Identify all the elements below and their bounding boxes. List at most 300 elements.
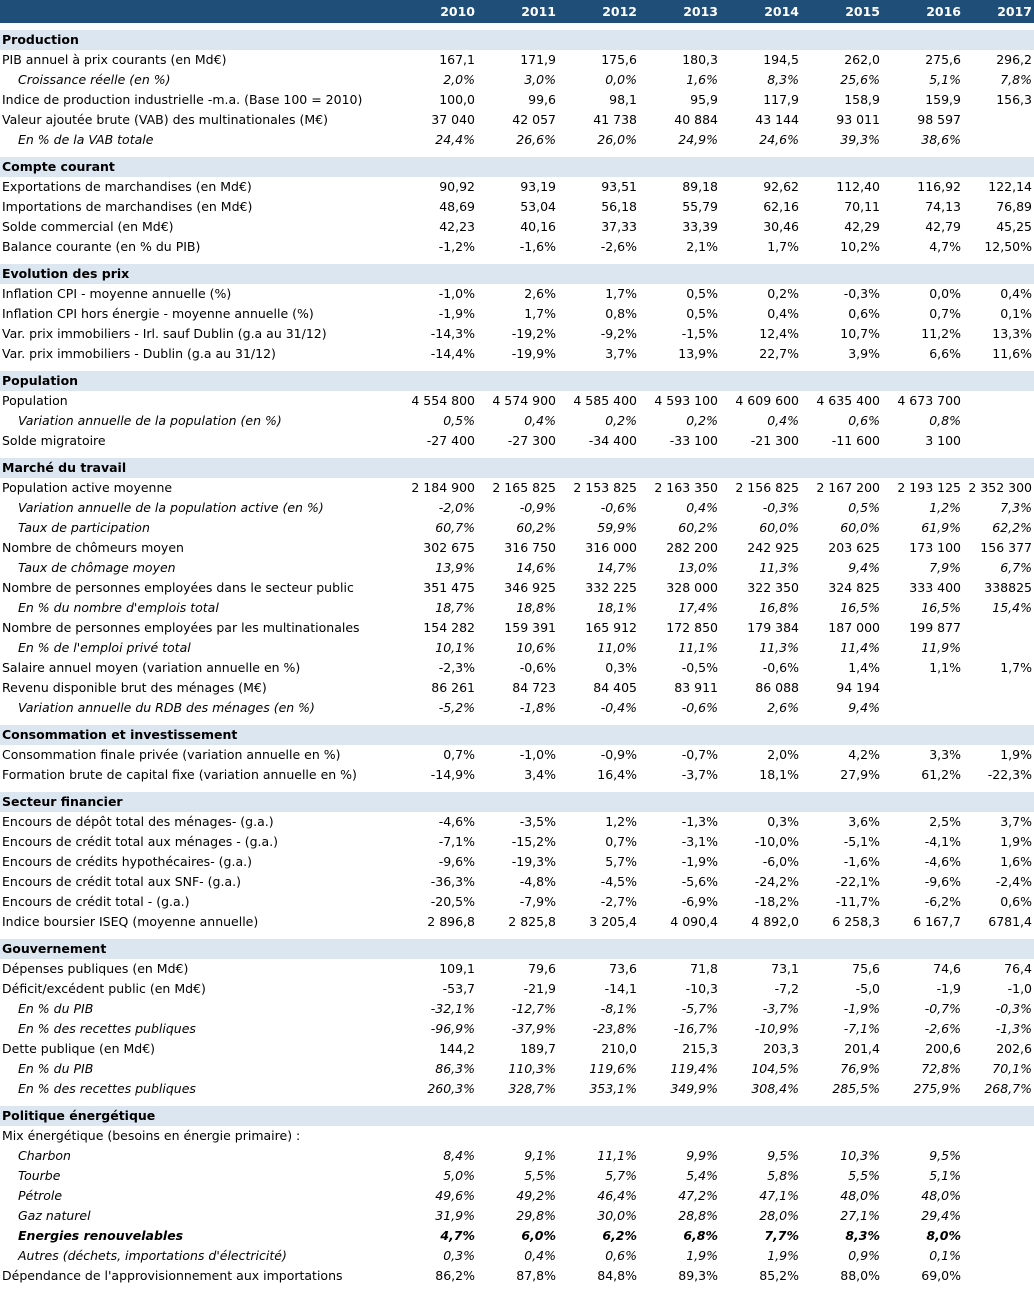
value-cell [963,1266,1034,1286]
value-cell: 94 194 [836,680,880,695]
value-cell: 110,3% [508,1061,556,1076]
value-cell: 31,9% [435,1208,475,1223]
table-row [0,1206,1034,1226]
section-fill-cell [882,30,963,50]
value-cell: 1,7% [524,306,556,321]
table-row [0,1266,1034,1286]
value-cell: 38,6% [921,132,961,147]
section-fill-cell [396,264,477,284]
value-cell: -14,4% [430,346,475,361]
value-cell: 76,9% [840,1061,880,1076]
row-label: En % des recettes publiques [18,1021,196,1036]
value-cell: 0,4% [767,306,799,321]
row-label: En % du PIB [18,1061,94,1076]
value-cell: 11,9% [921,640,961,655]
value-cell: 16,4% [597,767,637,782]
value-cell: 1,2% [605,814,637,829]
section-fill-cell [477,264,558,284]
value-cell: 4 892,0 [751,914,799,929]
section-fill-cell [882,371,963,391]
value-cell: 8,4% [443,1148,475,1163]
value-cell: 15,4% [992,600,1032,615]
value-cell [882,698,963,718]
value-cell: 60,0% [759,520,799,535]
value-cell: 60,2% [516,520,556,535]
value-cell: 22,7% [759,346,799,361]
value-cell: 1,9% [686,1248,718,1263]
value-cell: 2 165 825 [492,480,556,495]
section-fill-cell [882,792,963,812]
value-cell: 1,9% [1000,747,1032,762]
value-cell [639,1126,720,1146]
value-cell: 7,7% [764,1228,799,1243]
value-cell: 9,4% [848,560,880,575]
row-label: Nombre de personnes employées par les multinationales [2,620,360,635]
section-title: Population [0,371,396,391]
value-cell: 11,3% [759,640,799,655]
value-cell: -0,3% [995,1001,1032,1016]
section-fill-cell [801,371,882,391]
value-cell: 7,8% [1000,72,1032,87]
section-fill-cell [396,792,477,812]
value-cell: 109,1 [439,961,475,976]
row-label: Nombre de chômeurs moyen [2,540,184,555]
value-cell: 29,4% [921,1208,961,1223]
value-cell: -14,3% [430,326,475,341]
value-cell: 9,9% [686,1148,718,1163]
value-cell: -8,1% [600,1001,637,1016]
value-cell: 1,1% [929,660,961,675]
row-label: Mix énergétique (besoins en énergie primaire) : [2,1128,301,1143]
value-cell: 27,1% [840,1208,880,1223]
value-cell: -21,9 [523,981,556,996]
value-cell: -2,3% [438,660,475,675]
value-cell: 9,5% [929,1148,961,1163]
value-cell: -1,9 [936,981,961,996]
value-cell: -7,9% [519,894,556,909]
value-cell: -2,7% [600,894,637,909]
row-label: Balance courante (en % du PIB) [2,239,201,254]
table-row [0,197,1034,217]
row-label: Dépenses publiques (en Md€) [2,961,189,976]
value-cell: -36,3% [430,874,475,889]
value-cell: 30,46 [763,219,799,234]
value-cell: 0,2% [767,286,799,301]
value-cell [963,618,1034,638]
row-label: Variation annuelle du RDB des ménages (en %) [18,700,315,715]
table-row [0,1146,1034,1166]
table-row [0,979,1034,999]
value-cell: -2,6% [924,1021,961,1036]
value-cell: 6 258,3 [832,914,880,929]
value-cell: -1,3% [681,814,718,829]
value-cell: 4 635 400 [816,393,880,408]
table-row [0,745,1034,765]
value-cell: 84 405 [593,680,637,695]
value-cell: 12,4% [759,326,799,341]
value-cell: -7,2 [774,981,799,996]
value-cell [477,1126,558,1146]
section-fill-cell [720,939,801,959]
section-fill-cell [396,458,477,478]
value-cell: 119,6% [589,1061,637,1076]
section-fill-cell [720,30,801,50]
row-label: Valeur ajoutée brute (VAB) des multinationales (M€) [2,112,328,127]
section-spacer [0,932,1034,939]
value-cell: 338825 [984,580,1032,595]
year-header: 2016 [882,0,963,23]
value-cell: 9,1% [524,1148,556,1163]
value-cell: -15,2% [511,834,556,849]
value-cell [963,678,1034,698]
row-label: Indice boursier ISEQ (moyenne annuelle) [2,914,259,929]
value-cell: 1,9% [767,1248,799,1263]
value-cell: 3 100 [925,433,961,448]
value-cell: 332 225 [585,580,637,595]
value-cell: 0,1% [929,1248,961,1263]
value-cell: 203 625 [828,540,880,555]
value-cell: -21 300 [750,433,799,448]
value-cell: 1,7% [605,286,637,301]
year-header: 2012 [558,0,639,23]
table-row [0,678,1034,698]
row-label: Déficit/excédent public (en Md€) [2,981,206,996]
year-header: 2015 [801,0,882,23]
year-header: 2017 [963,0,1034,23]
table-row [0,912,1034,932]
value-cell: 154 282 [423,620,475,635]
value-cell [963,411,1034,431]
value-cell: 3,9% [848,346,880,361]
value-cell: 8,3% [767,72,799,87]
value-cell: -1,0% [438,286,475,301]
row-label: Encours de dépôt total des ménages- (g.a.) [2,814,274,829]
value-cell: 158,9 [844,92,880,107]
section-fill-cell [720,1106,801,1126]
value-cell: 28,0% [759,1208,799,1223]
value-cell: -0,6% [600,500,637,515]
section-header [0,371,1034,391]
section-fill-cell [558,939,639,959]
row-label: Taux de chômage moyen [18,560,176,575]
value-cell: 0,3% [605,660,637,675]
table-row [0,478,1034,498]
table-row [0,698,1034,718]
value-cell: -22,1% [835,874,880,889]
value-cell: 71,8 [690,961,718,976]
value-cell: 0,6% [1000,894,1032,909]
row-label: Exportations de marchandises (en Md€) [2,179,252,194]
value-cell: 156,3 [996,92,1032,107]
spacer-cell [0,1099,1034,1106]
value-cell: 1,4% [848,660,880,675]
value-cell: 24,9% [678,132,718,147]
table-row [0,324,1034,344]
table-row [0,177,1034,197]
row-label: Nombre de personnes employées dans le secteur public [2,580,354,595]
value-cell: 62,2% [992,520,1032,535]
section-fill-cell [639,939,720,959]
section-header [0,458,1034,478]
value-cell: -1,0% [519,747,556,762]
value-cell: 0,4% [524,413,556,428]
value-cell: 0,5% [443,413,475,428]
value-cell: 60,7% [435,520,475,535]
value-cell: 28,8% [678,1208,718,1223]
value-cell: 0,4% [686,500,718,515]
value-cell: 308,4% [751,1081,799,1096]
value-cell: -0,6% [519,660,556,675]
table-row [0,538,1034,558]
value-cell: 37 040 [431,112,475,127]
value-cell: 62,16 [763,199,799,214]
value-cell: 144,2 [439,1041,475,1056]
value-cell [963,391,1034,411]
value-cell: 0,2% [605,413,637,428]
value-cell [396,1126,477,1146]
value-cell: 84 723 [512,680,556,695]
row-label: Dette publique (en Md€) [2,1041,156,1056]
value-cell: -3,1% [681,834,718,849]
value-cell: 6,8% [683,1228,718,1243]
value-cell: 56,18 [601,199,637,214]
value-cell: -5,2% [438,700,475,715]
section-fill-cell [477,458,558,478]
value-cell: 24,6% [759,132,799,147]
section-fill-cell [477,157,558,177]
value-cell: -0,7% [924,1001,961,1016]
value-cell: 49,2% [516,1188,556,1203]
value-cell: -3,7% [762,1001,799,1016]
value-cell: 275,6 [925,52,961,67]
section-fill-cell [639,458,720,478]
value-cell: 42,23 [439,219,475,234]
section-fill-cell [396,725,477,745]
section-fill-cell [882,264,963,284]
value-cell: 202,6 [996,1041,1032,1056]
table-row [0,1039,1034,1059]
row-label: Population [2,393,68,408]
row-label: PIB annuel à prix courants (en Md€) [2,52,227,67]
value-cell: 24,4% [435,132,475,147]
spacer-cell [0,932,1034,939]
row-label: Encours de crédit total - (g.a.) [2,894,190,909]
value-cell: -1,0 [1007,981,1032,996]
value-cell: 0,3% [767,814,799,829]
value-cell: -37,9% [511,1021,556,1036]
row-label: Salaire annuel moyen (variation annuelle en %) [2,660,301,675]
row-label: Dépendance de l'approvisionnement aux importations [2,1268,343,1283]
value-cell: 2 352 300 [968,480,1032,495]
value-cell: 18,1% [597,600,637,615]
row-label: En % du nombre d'emplois total [18,600,219,615]
value-cell: -0,4% [600,700,637,715]
year-header-row [0,0,1034,23]
value-cell: 98 597 [917,112,961,127]
value-cell [963,1206,1034,1226]
table-row [0,217,1034,237]
value-cell: -0,9% [600,747,637,762]
table-row [0,852,1034,872]
value-cell: 10,6% [516,640,556,655]
value-cell: 37,33 [601,219,637,234]
value-cell: 93 011 [836,112,880,127]
value-cell: 69,0% [921,1268,961,1283]
value-cell: 0,4% [1000,286,1032,301]
section-header [0,157,1034,177]
value-cell: 2,5% [929,814,961,829]
value-cell: -5,6% [681,874,718,889]
table-row [0,765,1034,785]
value-cell: 4 574 900 [492,393,556,408]
section-fill-cell [639,1106,720,1126]
value-cell: 73,1 [771,961,799,976]
value-cell: -24,2% [754,874,799,889]
value-cell [963,698,1034,718]
value-cell: 1,6% [686,72,718,87]
value-cell: -5,7% [681,1001,718,1016]
section-fill-cell [558,725,639,745]
section-fill-cell [720,264,801,284]
value-cell [963,638,1034,658]
section-title: Marché du travail [0,458,396,478]
value-cell: -19,2% [511,326,556,341]
section-fill-cell [801,30,882,50]
section-fill-cell [801,157,882,177]
value-cell: -1,9% [681,854,718,869]
value-cell: 11,0% [597,640,637,655]
value-cell: 0,7% [605,834,637,849]
section-spacer [0,364,1034,371]
value-cell: 5,1% [929,1168,961,1183]
value-cell: -22,3% [987,767,1032,782]
value-cell: 187 000 [828,620,880,635]
value-cell: 17,4% [678,600,718,615]
value-cell: 167,1 [439,52,475,67]
value-cell: 0,0% [929,286,961,301]
section-fill-cell [396,1106,477,1126]
value-cell: 328 000 [666,580,718,595]
value-cell: 316 750 [504,540,556,555]
value-cell: 16,5% [840,600,880,615]
value-cell: 88,0% [840,1268,880,1283]
section-spacer [0,451,1034,458]
value-cell: 14,7% [597,560,637,575]
row-label: Formation brute de capital fixe (variation annuelle en %) [2,767,357,782]
section-fill-cell [558,264,639,284]
value-cell: 275,9% [913,1081,961,1096]
value-cell: 86,3% [435,1061,475,1076]
table-row [0,431,1034,451]
value-cell [558,1126,639,1146]
value-cell [882,1126,963,1146]
row-label: Encours de crédit total aux ménages - (g.a.) [2,834,279,849]
value-cell: -4,8% [519,874,556,889]
section-title: Secteur financier [0,792,396,812]
value-cell: 42,79 [925,219,961,234]
value-cell: 43 144 [755,112,799,127]
row-label: En % du PIB [18,1001,94,1016]
value-cell: 2,6% [524,286,556,301]
value-cell: 6,7% [1000,560,1032,575]
value-cell: -3,5% [519,814,556,829]
spacer-cell [0,23,1034,30]
value-cell: 285,5% [832,1081,880,1096]
value-cell: 5,4% [686,1168,718,1183]
section-fill-cell [639,157,720,177]
value-cell: -19,9% [511,346,556,361]
section-fill-cell [558,30,639,50]
section-fill-cell [639,792,720,812]
value-cell: 296,2 [996,52,1032,67]
value-cell: 18,7% [435,600,475,615]
row-label: Var. prix immobiliers - Dublin (g.a au 31/12) [2,346,276,361]
value-cell: 10,7% [840,326,880,341]
value-cell: 5,0% [443,1168,475,1183]
row-label: Charbon [18,1148,71,1163]
section-fill-cell [720,458,801,478]
value-cell: 189,7 [520,1041,556,1056]
value-cell: 41 738 [593,112,637,127]
section-fill-cell [477,725,558,745]
section-fill-cell [963,792,1034,812]
value-cell: -0,5% [681,660,718,675]
value-cell: -14,9% [430,767,475,782]
value-cell [963,1126,1034,1146]
table-row [0,1166,1034,1186]
table-row [0,832,1034,852]
section-spacer [0,785,1034,792]
value-cell: 5,7% [605,854,637,869]
value-cell: -1,3% [995,1021,1032,1036]
value-cell: 11,2% [921,326,961,341]
value-cell: 2 163 350 [654,480,718,495]
value-cell: 61,2% [921,767,961,782]
value-cell: 200,6 [925,1041,961,1056]
value-cell: -0,6% [762,660,799,675]
value-cell: 117,9 [763,92,799,107]
value-cell [963,110,1034,130]
value-cell: 14,6% [516,560,556,575]
value-cell: 5,7% [605,1168,637,1183]
value-cell: 179 384 [747,620,799,635]
value-cell: 346 925 [504,580,556,595]
value-cell: 3,4% [524,767,556,782]
section-fill-cell [396,371,477,391]
section-fill-cell [801,792,882,812]
value-cell: 100,0 [439,92,475,107]
section-fill-cell [477,939,558,959]
value-cell: 70,1% [992,1061,1032,1076]
value-cell: 6,6% [929,346,961,361]
value-cell: -10,0% [754,834,799,849]
table-row [0,892,1034,912]
value-cell: 16,8% [759,600,799,615]
value-cell: 122,14 [988,179,1032,194]
value-cell: 16,5% [921,600,961,615]
table-row [0,411,1034,431]
row-label: Consommation finale privée (variation annuelle en %) [2,747,341,762]
value-cell: 7,3% [1000,500,1032,515]
value-cell: 26,6% [516,132,556,147]
table-row [0,1019,1034,1039]
row-label: Gaz naturel [18,1208,91,1223]
value-cell [963,431,1034,451]
value-cell: 11,1% [678,640,718,655]
value-cell: -4,6% [924,854,961,869]
value-cell: 203,3 [763,1041,799,1056]
value-cell [963,1186,1034,1206]
